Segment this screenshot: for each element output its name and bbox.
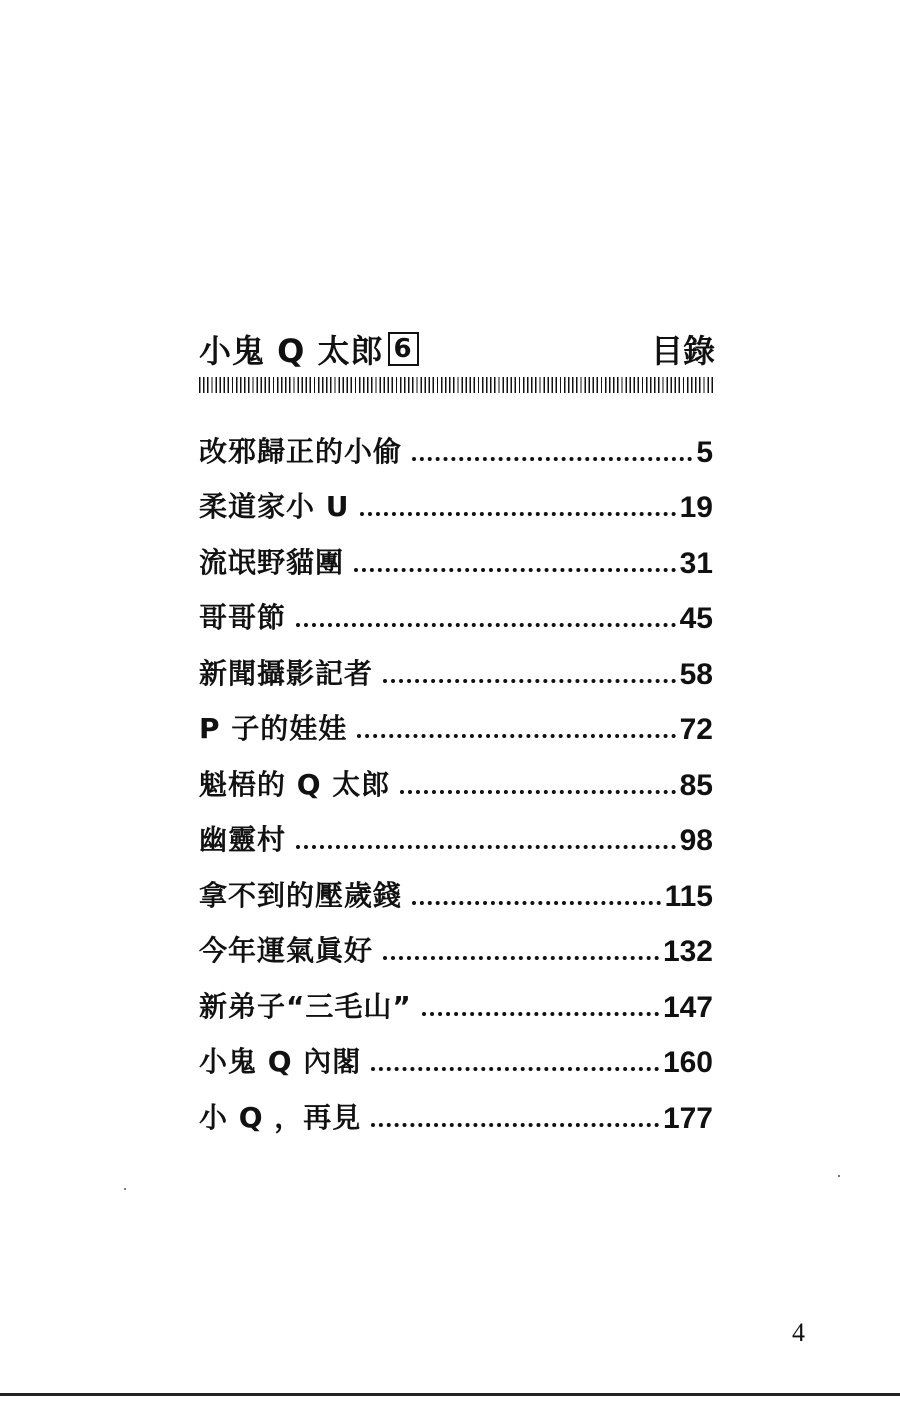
toc-entry	[199, 525, 713, 581]
toc-entry	[199, 747, 713, 803]
toc-entry-title: 新弟子“三毛山”	[199, 989, 412, 1023]
toc-entry-title: 改邪歸正的小偷	[199, 434, 403, 468]
series-title	[199, 326, 419, 372]
toc-entry-page: 98	[679, 824, 713, 857]
dot-leader	[296, 623, 676, 627]
toc-entry	[199, 1025, 713, 1081]
dot-leader	[422, 1012, 659, 1016]
dot-leader	[371, 1123, 659, 1127]
toc-entry-title: 哥哥節	[199, 601, 287, 634]
dot-leader	[383, 956, 659, 960]
dot-leader	[383, 679, 676, 683]
toc-entry-title: 拿不到的壓歲錢	[199, 878, 403, 912]
toc-entry-page: 85	[679, 768, 713, 802]
toc-entry-page: 31	[679, 546, 713, 580]
toc-entry-page: 160	[662, 1046, 713, 1079]
toc-entry-page: 58	[679, 657, 713, 691]
series-title-text: 小鬼 Q 太郎	[199, 332, 384, 370]
dot-leader	[412, 901, 661, 905]
toc-entry	[199, 636, 713, 692]
toc-entry-page: 177	[662, 1101, 713, 1135]
table-of-contents	[199, 414, 713, 1136]
toc-entry-page: 19	[679, 491, 713, 524]
toc-entry-title: 幽靈村	[199, 823, 287, 856]
toc-entry-page: 115	[664, 879, 713, 913]
dot-leader	[296, 845, 676, 849]
toc-entry	[199, 470, 713, 526]
toc-entry-title: 魁梧的 Q 太郎	[199, 767, 391, 801]
toc-entry-title: 新聞攝影記者	[199, 656, 374, 690]
toc-entry-page: 72	[679, 713, 713, 746]
toc-entry	[199, 414, 713, 470]
toc-entry-title: 小鬼 Q 內閣	[199, 1045, 362, 1078]
toc-entry	[199, 914, 713, 970]
toc-entry	[199, 1080, 713, 1136]
toc-entry-title: 小 Q ，再見	[199, 1100, 362, 1134]
dot-leader	[360, 512, 676, 516]
dot-leader	[357, 734, 675, 738]
toc-entry	[199, 803, 713, 859]
dot-leader	[371, 1067, 659, 1071]
toc-entry-title: 流氓野貓團	[199, 545, 345, 579]
toc-entry	[199, 858, 713, 914]
volume-number-badge: 6	[388, 332, 419, 366]
header-divider	[199, 377, 715, 393]
toc-entry	[199, 581, 713, 637]
toc-entry-title: 柔道家小 U	[199, 490, 350, 523]
dot-leader	[412, 457, 692, 461]
toc-entry-page: 5	[696, 435, 713, 469]
print-speck	[124, 1188, 126, 1190]
toc-entry-title: 今年運氣眞好	[199, 934, 374, 967]
toc-header	[199, 326, 715, 372]
toc-entry-title: P 子的娃娃	[199, 712, 348, 745]
toc-heading: 目錄	[650, 332, 715, 370]
page-number: 4	[792, 1318, 805, 1347]
toc-entry-page: 132	[662, 935, 713, 968]
toc-entry	[199, 692, 713, 748]
toc-entry	[199, 969, 713, 1025]
print-speck	[838, 1175, 840, 1177]
page-bottom-edge	[0, 1393, 900, 1396]
toc-entry-page: 45	[679, 602, 713, 635]
dot-leader	[400, 790, 675, 794]
toc-entry-page: 147	[662, 990, 713, 1024]
dot-leader	[354, 568, 676, 572]
